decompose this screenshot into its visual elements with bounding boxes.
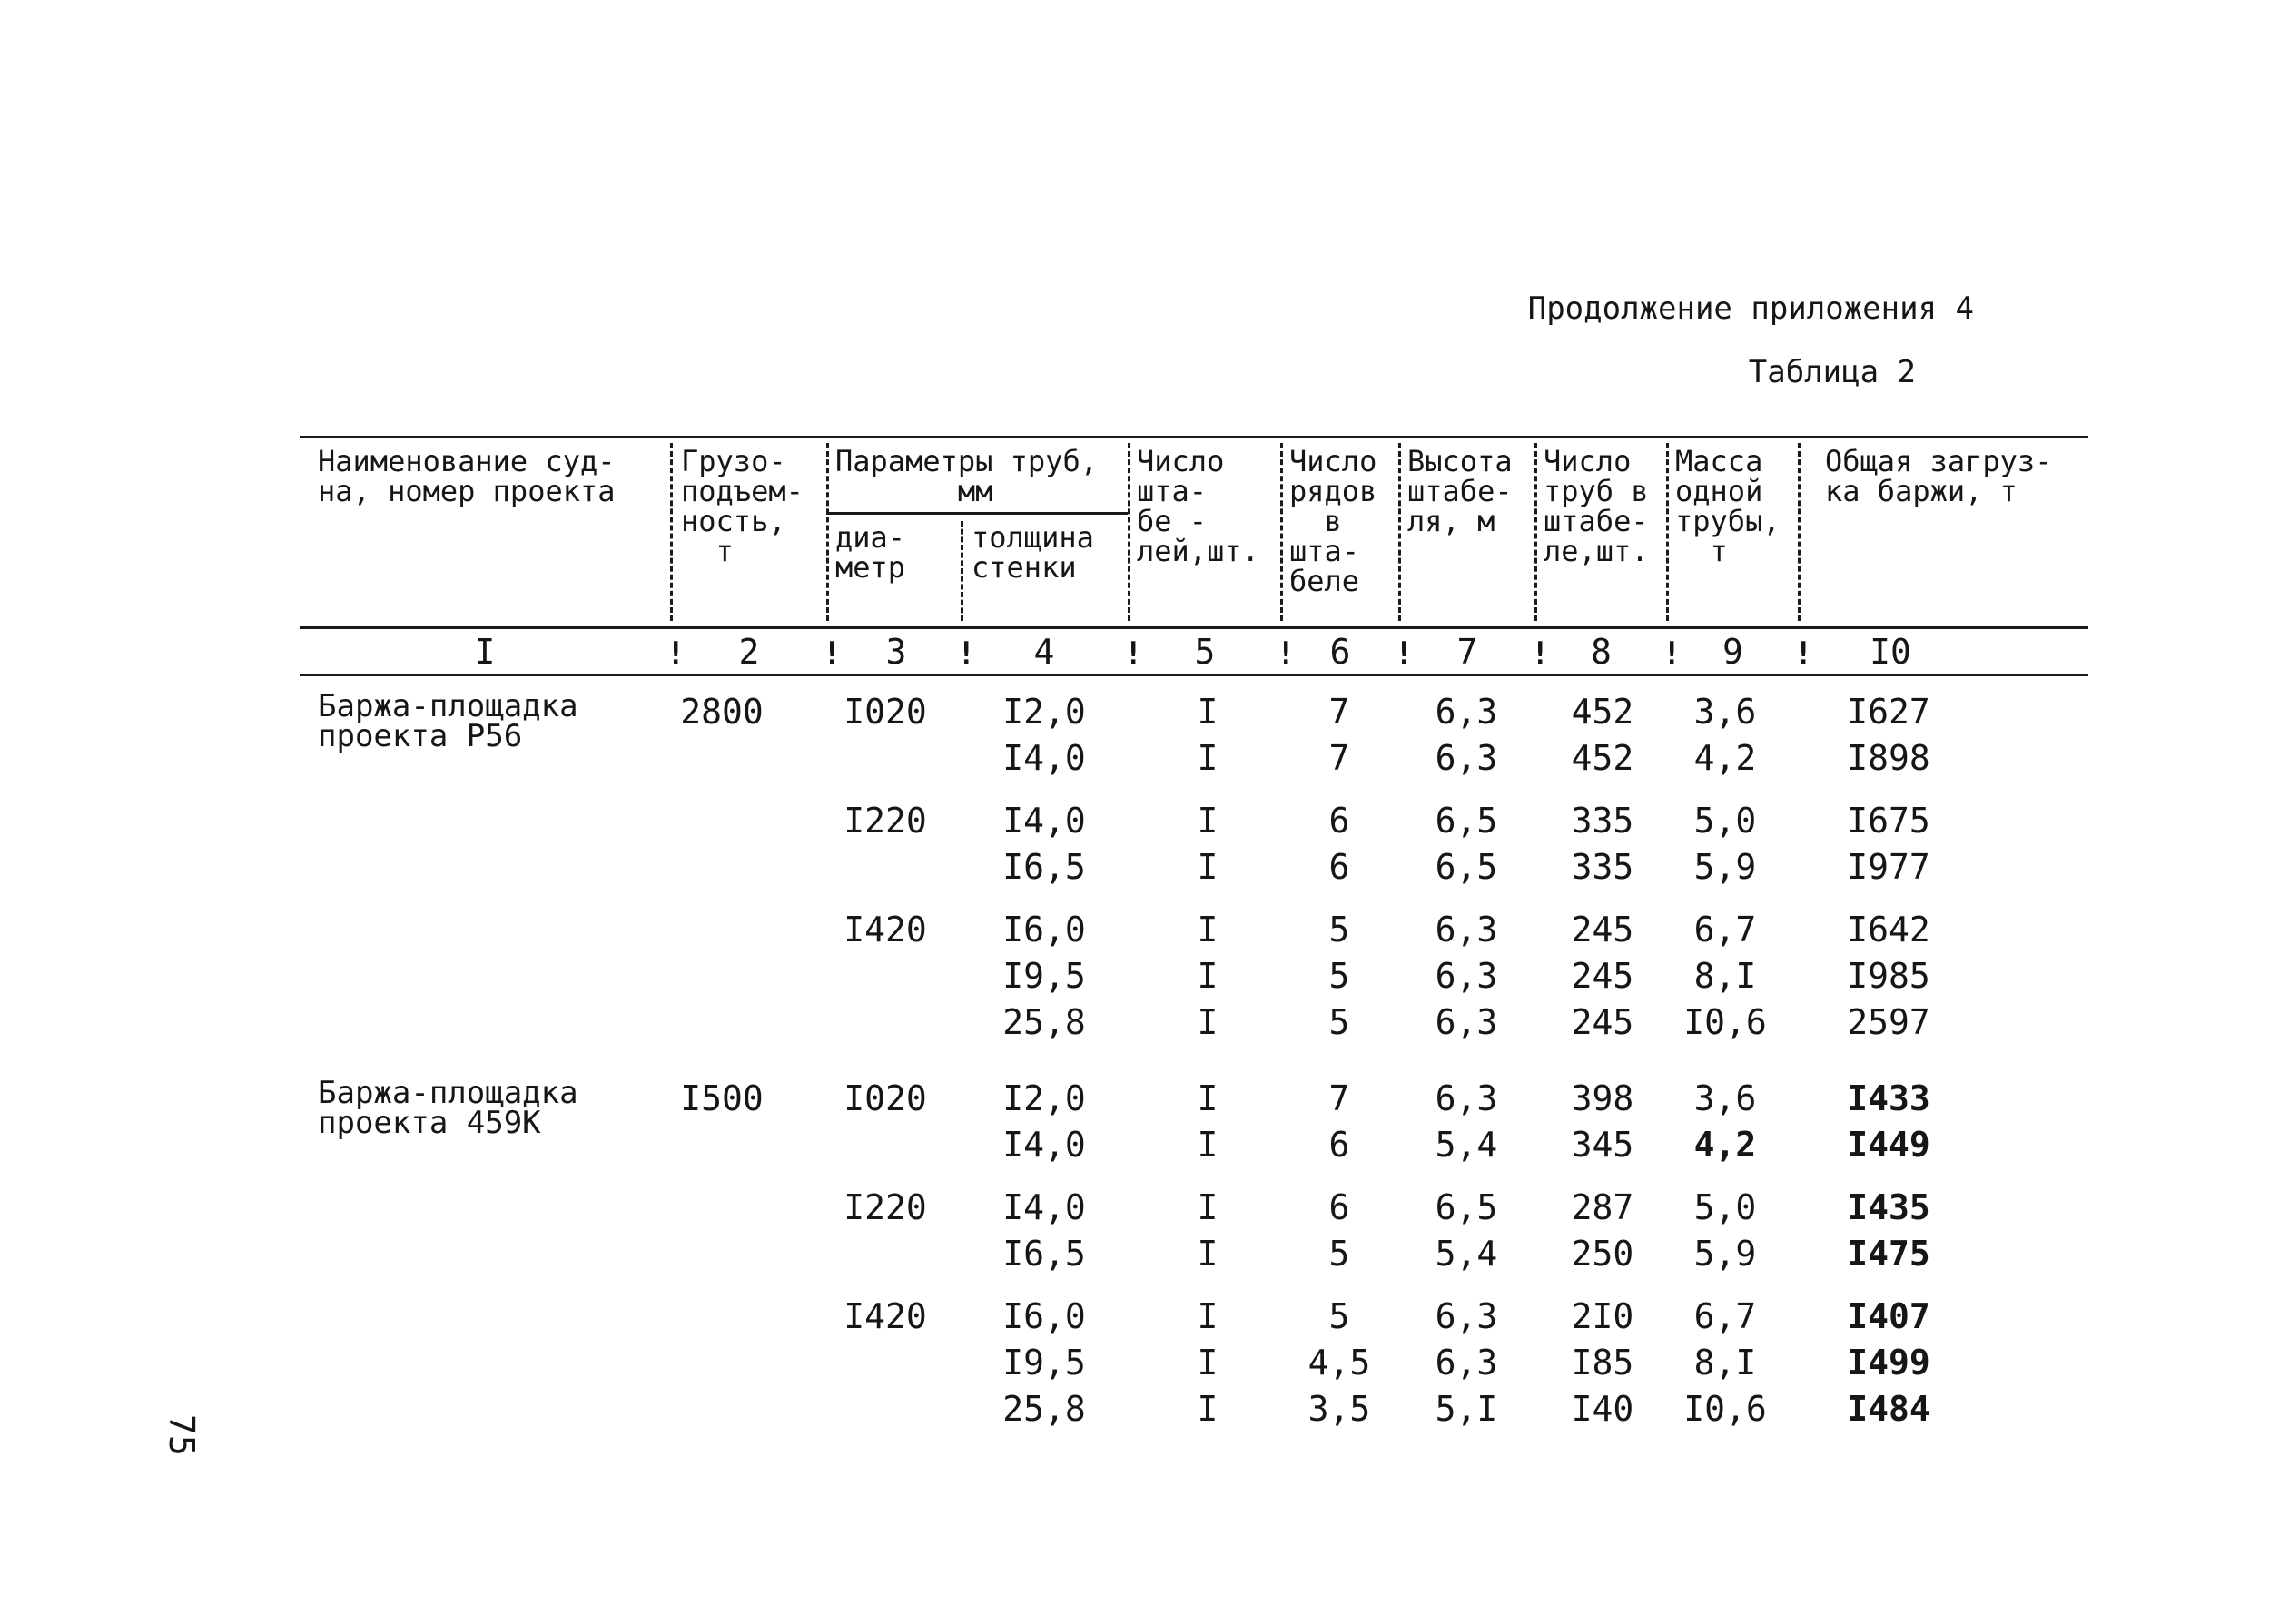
cell-diameter: I220	[844, 1187, 927, 1227]
vessel-name: Баржа-площадка проекта Р56	[318, 688, 578, 754]
cell-pipe-mass: 8,I	[1693, 1343, 1757, 1383]
cell-pipe-mass: 4,2	[1693, 1125, 1757, 1165]
header-bottom-rule	[300, 626, 2088, 629]
cell-rows-in-stack: 6	[1328, 1125, 1350, 1165]
header-stack-count: Число шта- бе - лей,шт.	[1137, 444, 1259, 568]
cell-total-load: I898	[1847, 738, 1930, 778]
header-vessel: Наименование суд- на, номер проекта	[318, 444, 616, 508]
cell-rows-in-stack: 5	[1328, 1002, 1350, 1042]
column-number-separator: !	[1794, 635, 1813, 672]
cell-rows-in-stack: 7	[1328, 1078, 1350, 1118]
cell-total-load: I675	[1847, 801, 1930, 841]
cell-pipe-mass: 5,9	[1693, 847, 1757, 887]
cell-thickness: I4,0	[1002, 738, 1086, 778]
table-top-rule	[300, 436, 2088, 438]
cell-stack-count: I	[1197, 738, 1218, 778]
column-number: 5	[1194, 632, 1216, 672]
cell-pipes-in-stack: 335	[1571, 801, 1634, 841]
cell-stack-height: 6,3	[1435, 956, 1498, 996]
cell-pipe-mass: 4,2	[1693, 738, 1757, 778]
cell-pipe-mass: 3,6	[1693, 692, 1757, 732]
header-rows-in-stack: Число рядов в шта- беле	[1289, 444, 1377, 598]
column-number-separator: !	[957, 635, 976, 672]
cell-total-load: I642	[1847, 910, 1930, 950]
cell-stack-count: I	[1197, 1343, 1218, 1383]
table-row	[300, 1389, 2088, 1434]
cell-pipes-in-stack: 452	[1571, 692, 1634, 732]
table-row	[300, 1296, 2088, 1342]
cell-pipes-in-stack: 287	[1571, 1187, 1634, 1227]
table-row	[300, 847, 2088, 892]
cell-stack-height: 5,I	[1435, 1389, 1498, 1429]
cell-total-load: I449	[1847, 1125, 1930, 1165]
table-row	[300, 801, 2088, 846]
cell-stack-height: 6,5	[1435, 847, 1498, 887]
cell-pipe-mass: 5,0	[1693, 1187, 1757, 1227]
cell-stack-height: 5,4	[1435, 1234, 1498, 1274]
header-separator	[826, 443, 829, 621]
cell-pipes-in-stack: 345	[1571, 1125, 1634, 1165]
header-thickness: толщина стенки	[972, 520, 1094, 585]
cell-rows-in-stack: 5	[1328, 1296, 1350, 1336]
header-stack-height: Высота штабе- ля, м	[1407, 444, 1513, 538]
table-row	[300, 1002, 2088, 1048]
cell-rows-in-stack: 6	[1328, 847, 1350, 887]
cell-stack-height: 6,5	[1435, 1187, 1498, 1227]
cell-thickness: I2,0	[1002, 692, 1086, 732]
cell-pipe-mass: 5,9	[1693, 1234, 1757, 1274]
cell-thickness: I2,0	[1002, 1078, 1086, 1118]
cell-pipe-mass: 3,6	[1693, 1078, 1757, 1118]
column-number-separator: !	[1395, 635, 1414, 672]
column-number: I	[474, 632, 496, 672]
table-row	[300, 1078, 2088, 1124]
cell-thickness: I6,5	[1002, 1234, 1086, 1274]
cell-stack-height: 6,3	[1435, 910, 1498, 950]
column-number-separator: !	[823, 635, 842, 672]
column-number: 3	[885, 632, 907, 672]
cell-pipes-in-stack: 250	[1571, 1234, 1634, 1274]
cell-thickness: I9,5	[1002, 1343, 1086, 1383]
table-row	[300, 910, 2088, 955]
cell-pipes-in-stack: 245	[1571, 910, 1634, 950]
cell-total-load: I985	[1847, 956, 1930, 996]
cell-thickness: 25,8	[1002, 1002, 1086, 1042]
column-number: 2	[738, 632, 760, 672]
cell-diameter: I220	[844, 801, 927, 841]
cell-rows-in-stack: 7	[1328, 738, 1350, 778]
cell-diameter: I420	[844, 910, 927, 950]
cell-pipe-mass: 6,7	[1693, 910, 1757, 950]
cell-total-load: I433	[1847, 1078, 1930, 1118]
table-row	[300, 1125, 2088, 1170]
cell-stack-count: I	[1197, 1125, 1218, 1165]
header-pipe-params-rule	[826, 512, 1128, 515]
header-separator	[1666, 443, 1669, 621]
cell-thickness: I6,5	[1002, 847, 1086, 887]
cell-total-load: I484	[1847, 1389, 1930, 1429]
cell-diameter: I420	[844, 1296, 927, 1336]
cell-stack-count: I	[1197, 1234, 1218, 1274]
cell-rows-in-stack: 6	[1328, 801, 1350, 841]
cell-pipes-in-stack: 335	[1571, 847, 1634, 887]
cell-pipe-mass: 6,7	[1693, 1296, 1757, 1336]
cell-stack-count: I	[1197, 1002, 1218, 1042]
cell-pipe-mass: 8,I	[1693, 956, 1757, 996]
header-total-load: Общая загруз- ка баржи, т	[1825, 444, 2053, 508]
cell-total-load: I627	[1847, 692, 1930, 732]
cell-rows-in-stack: 4,5	[1307, 1343, 1371, 1383]
column-number-separator: !	[1277, 635, 1296, 672]
cell-thickness: I4,0	[1002, 1125, 1086, 1165]
cell-thickness: 25,8	[1002, 1389, 1086, 1429]
cell-diameter: I020	[844, 1078, 927, 1118]
header-separator	[1280, 443, 1283, 621]
cell-diameter: I020	[844, 692, 927, 732]
column-number: 6	[1329, 632, 1351, 672]
cell-rows-in-stack: 3,5	[1307, 1389, 1371, 1429]
cell-pipe-mass: I0,6	[1683, 1389, 1767, 1429]
cell-stack-count: I	[1197, 956, 1218, 996]
cell-stack-count: I	[1197, 1389, 1218, 1429]
header-separator	[1798, 443, 1801, 621]
cell-total-load: I407	[1847, 1296, 1930, 1336]
cell-rows-in-stack: 5	[1328, 956, 1350, 996]
cell-rows-in-stack: 5	[1328, 910, 1350, 950]
cell-stack-height: 6,5	[1435, 801, 1498, 841]
column-number-separator: !	[1662, 635, 1682, 672]
vessel-capacity: I500	[680, 1078, 764, 1118]
vessel-name: Баржа-площадка проекта 459К	[318, 1075, 578, 1141]
header-separator	[1128, 443, 1130, 621]
cell-thickness: I4,0	[1002, 1187, 1086, 1227]
column-number: 7	[1456, 632, 1478, 672]
cell-stack-count: I	[1197, 801, 1218, 841]
cell-total-load: I499	[1847, 1343, 1930, 1383]
column-number: 9	[1722, 632, 1743, 672]
cell-stack-count: I	[1197, 692, 1218, 732]
table-row	[300, 738, 2088, 783]
column-number: I0	[1870, 632, 1911, 672]
table-row	[300, 956, 2088, 1001]
cell-total-load: I435	[1847, 1187, 1930, 1227]
cell-stack-count: I	[1197, 1296, 1218, 1336]
cell-stack-height: 6,3	[1435, 738, 1498, 778]
table-row	[300, 1187, 2088, 1233]
header-pipes-in-stack: Число труб в штабе- ле,шт.	[1544, 444, 1649, 568]
cell-pipes-in-stack: 2I0	[1571, 1296, 1634, 1336]
cell-total-load: I977	[1847, 847, 1930, 887]
cell-pipes-in-stack: 245	[1571, 956, 1634, 996]
header-separator	[1534, 443, 1537, 621]
cell-stack-height: 6,3	[1435, 1296, 1498, 1336]
header-pipe-params: Параметры труб, мм	[835, 444, 1098, 508]
header-separator	[670, 443, 673, 621]
column-number-row	[300, 630, 2088, 672]
cell-pipe-mass: I0,6	[1683, 1002, 1767, 1042]
cell-total-load: I475	[1847, 1234, 1930, 1274]
cell-stack-count: I	[1197, 847, 1218, 887]
cell-pipes-in-stack: I40	[1571, 1389, 1634, 1429]
cell-rows-in-stack: 7	[1328, 692, 1350, 732]
cell-stack-count: I	[1197, 910, 1218, 950]
header-separator	[961, 521, 963, 621]
cell-pipes-in-stack: 245	[1571, 1002, 1634, 1042]
page-number: 75	[162, 1414, 202, 1456]
cell-stack-height: 5,4	[1435, 1125, 1498, 1165]
column-number: 8	[1591, 632, 1612, 672]
cell-rows-in-stack: 5	[1328, 1234, 1350, 1274]
header-separator	[1398, 443, 1401, 621]
cell-thickness: I6,0	[1002, 1296, 1086, 1336]
column-number: 4	[1033, 632, 1055, 672]
cell-stack-height: 6,3	[1435, 692, 1498, 732]
appendix-continuation-caption: Продолжение приложения 4	[1527, 290, 1974, 327]
header-diameter: диа- метр	[835, 520, 906, 585]
cell-thickness: I9,5	[1002, 956, 1086, 996]
cell-thickness: I6,0	[1002, 910, 1086, 950]
column-number-separator: !	[666, 635, 686, 672]
table-row	[300, 1343, 2088, 1388]
cell-pipes-in-stack: 452	[1571, 738, 1634, 778]
cell-stack-height: 6,3	[1435, 1002, 1498, 1042]
column-number-separator: !	[1531, 635, 1550, 672]
table-row	[300, 692, 2088, 737]
cell-total-load: 2597	[1847, 1002, 1930, 1042]
cell-stack-height: 6,3	[1435, 1343, 1498, 1383]
column-numbers-bottom-rule	[300, 674, 2088, 676]
cell-rows-in-stack: 6	[1328, 1187, 1350, 1227]
column-number-separator: !	[1124, 635, 1143, 672]
cell-stack-height: 6,3	[1435, 1078, 1498, 1118]
header-pipe-mass: Масса одной трубы, т	[1675, 444, 1781, 568]
header-capacity: Грузо- подъем- ность, т	[681, 444, 804, 568]
vessel-capacity: 2800	[680, 692, 764, 732]
cell-stack-count: I	[1197, 1187, 1218, 1227]
cell-thickness: I4,0	[1002, 801, 1086, 841]
cell-stack-count: I	[1197, 1078, 1218, 1118]
cell-pipes-in-stack: I85	[1571, 1343, 1634, 1383]
cell-pipes-in-stack: 398	[1571, 1078, 1634, 1118]
table-row	[300, 1234, 2088, 1279]
cell-pipe-mass: 5,0	[1693, 801, 1757, 841]
table-title: Таблица 2	[1748, 354, 1916, 390]
